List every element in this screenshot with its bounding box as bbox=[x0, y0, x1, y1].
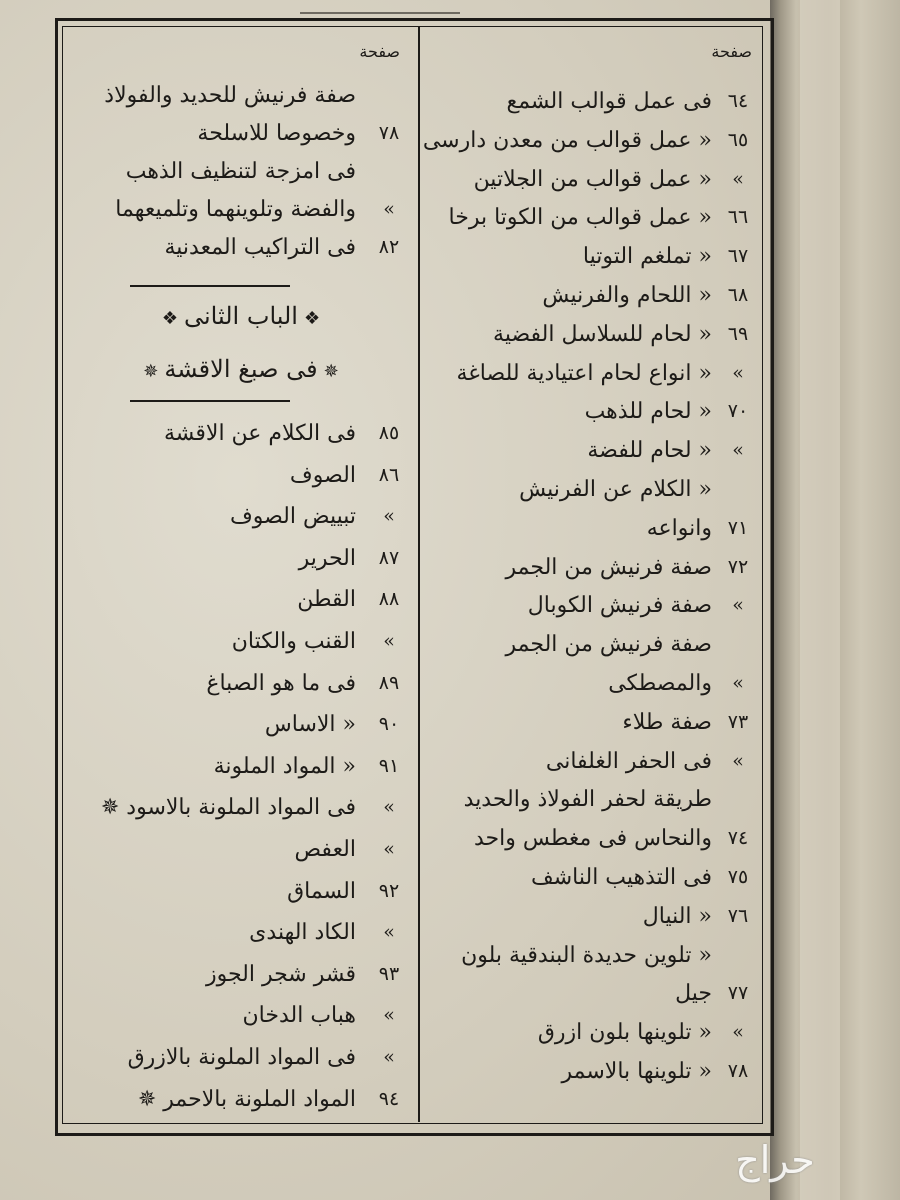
ornament-icon: ❖ bbox=[161, 308, 178, 329]
toc-row bbox=[420, 976, 760, 1010]
page-edge-strip bbox=[800, 0, 840, 1200]
page-number: ٩٣ bbox=[378, 963, 400, 985]
entry-title: « اللحام والفرنيش bbox=[542, 282, 712, 308]
entry-title: فى امزجة لتنظيف الذهب bbox=[125, 158, 356, 184]
entry-title: « الكلام عن الفرنيش bbox=[519, 476, 712, 502]
page-number: ٩٤ bbox=[378, 1088, 400, 1110]
toc-row bbox=[64, 1040, 418, 1074]
toc-row bbox=[64, 541, 418, 575]
toc-row bbox=[420, 433, 760, 467]
toc-row bbox=[64, 192, 418, 226]
toc-row bbox=[420, 162, 760, 196]
page-number: ٦٤ bbox=[727, 90, 749, 112]
page-number: ٧٨ bbox=[727, 1060, 749, 1082]
entry-title: القنب والكتان bbox=[231, 628, 356, 654]
entry-title: والفضة وتلوينهما وتلميعهما bbox=[115, 196, 356, 222]
toc-row bbox=[420, 1015, 760, 1049]
toc-row bbox=[420, 821, 760, 855]
toc-row bbox=[420, 356, 760, 390]
page-number: ٧٤ bbox=[727, 827, 749, 849]
entry-title: « المواد الملونة bbox=[213, 753, 356, 779]
entry-title: « الاساس bbox=[264, 711, 356, 737]
entry-title: فى المواد الملونة بالاسود ✵ bbox=[100, 794, 356, 820]
entry-title: فى التذهيب الناشف bbox=[530, 864, 712, 890]
page-number: ٧٧ bbox=[727, 982, 749, 1004]
page-number: « bbox=[732, 672, 744, 694]
page-number: ٨٩ bbox=[378, 672, 400, 694]
page-number: ٦٥ bbox=[727, 129, 749, 151]
page-number: « bbox=[383, 921, 395, 943]
page-number: ٧٨ bbox=[378, 122, 400, 144]
toc-row bbox=[420, 782, 760, 816]
toc-row bbox=[420, 588, 760, 622]
toc-row bbox=[64, 230, 418, 264]
ornament-icon: ❖ bbox=[303, 308, 321, 329]
entry-title: « عمل قوالب من معدن دارسى bbox=[422, 127, 712, 153]
toc-row bbox=[420, 239, 760, 273]
toc-row bbox=[64, 707, 418, 741]
entry-title: « عمل قوالب من الكوتا برخا bbox=[448, 204, 712, 230]
page-number: « bbox=[732, 1021, 744, 1043]
entry-title: قشر شجر الجوز bbox=[205, 961, 356, 987]
entry-title: « تملغم التوتيا bbox=[582, 243, 712, 269]
toc-row bbox=[420, 627, 760, 661]
right-column-header: صفحة bbox=[711, 42, 752, 61]
page-number: « bbox=[383, 838, 395, 860]
entry-title: « لحام للذهب bbox=[584, 398, 712, 424]
page-number: ٦٦ bbox=[727, 206, 749, 228]
toc-row bbox=[64, 116, 418, 150]
toc-row bbox=[64, 832, 418, 866]
toc-row bbox=[420, 860, 760, 894]
toc-row bbox=[420, 744, 760, 778]
toc-row bbox=[64, 624, 418, 658]
toc-row bbox=[420, 938, 760, 972]
entry-title: هباب الدخان bbox=[242, 1002, 356, 1028]
page-number: « bbox=[383, 198, 395, 220]
page-number: ٧١ bbox=[727, 517, 749, 539]
entry-title: الصوف bbox=[289, 462, 356, 488]
entry-title: وانواعه bbox=[646, 515, 712, 541]
ornament-icon: ✵ bbox=[143, 361, 159, 382]
toc-row bbox=[64, 998, 418, 1032]
entry-title: المواد الملونة بالاحمر ✵ bbox=[137, 1086, 356, 1112]
entry-title: السماق bbox=[287, 878, 356, 904]
page-number: ٩١ bbox=[378, 755, 400, 777]
page-number: ٩٠ bbox=[378, 713, 400, 735]
entry-title: جيل bbox=[675, 980, 712, 1006]
page-number: « bbox=[732, 439, 744, 461]
page-number: ٩٢ bbox=[378, 880, 400, 902]
toc-row bbox=[64, 458, 418, 492]
entry-title: تبييض الصوف bbox=[229, 503, 356, 529]
toc-row bbox=[420, 84, 760, 118]
entry-title: طريقة لحفر الفولاذ والحديد bbox=[463, 786, 712, 812]
toc-row bbox=[420, 472, 760, 506]
entry-title: والمصطكى bbox=[608, 670, 712, 696]
toc-row bbox=[64, 749, 418, 783]
page-number: « bbox=[732, 168, 744, 190]
entry-title: « انواع لحام اعتيادية للصاغة bbox=[456, 360, 712, 386]
toc-row bbox=[64, 416, 418, 450]
entry-title: « تلوينها بالاسمر bbox=[561, 1058, 712, 1084]
toc-row bbox=[64, 874, 418, 908]
page-number: ٦٧ bbox=[727, 245, 749, 267]
toc-row bbox=[64, 78, 418, 112]
page-number: « bbox=[383, 1046, 395, 1068]
ornament-icon: ✵ bbox=[323, 361, 339, 382]
toc-row bbox=[64, 666, 418, 700]
entry-title: « لحام للسلاسل الفضية bbox=[493, 321, 712, 347]
entry-title: فى الكلام عن الاقشة bbox=[163, 420, 356, 446]
entry-title: « النيال bbox=[642, 903, 712, 929]
toc-row bbox=[64, 154, 418, 188]
toc-row bbox=[420, 705, 760, 739]
toc-row bbox=[420, 666, 760, 700]
chapter-subtitle bbox=[64, 355, 418, 383]
watermark-logo: حراج bbox=[735, 1138, 815, 1182]
toc-row bbox=[64, 915, 418, 949]
entry-title: صفة فرنيش من الجمر bbox=[505, 631, 712, 657]
entry-title: فى المواد الملونة بالازرق bbox=[127, 1044, 356, 1070]
chapter-title bbox=[64, 302, 418, 330]
page-number: ٧٥ bbox=[727, 866, 749, 888]
toc-row bbox=[420, 394, 760, 428]
chapter-separator-bottom bbox=[130, 400, 290, 402]
entry-title: الحرير bbox=[298, 545, 356, 571]
page-number: ٧٦ bbox=[727, 905, 749, 927]
chapter-separator-top bbox=[130, 285, 290, 287]
entry-title: العفص bbox=[294, 836, 356, 862]
page-number: « bbox=[383, 1004, 395, 1026]
entry-title: فى ما هو الصباغ bbox=[206, 670, 356, 696]
entry-title: والنحاس فى مغطس واحد bbox=[473, 825, 712, 851]
entry-title: « لحام للفضة bbox=[587, 437, 712, 463]
toc-row bbox=[420, 200, 760, 234]
page-number: « bbox=[732, 750, 744, 772]
toc-row bbox=[420, 1054, 760, 1088]
top-ornament bbox=[300, 0, 460, 14]
toc-row bbox=[420, 317, 760, 351]
page-number: ٨٢ bbox=[378, 236, 400, 258]
toc-row bbox=[420, 123, 760, 157]
page-number: ٦٩ bbox=[727, 323, 749, 345]
page-number: ٨٥ bbox=[378, 422, 400, 444]
toc-row bbox=[64, 790, 418, 824]
left-column-header: صفحة bbox=[359, 42, 400, 61]
chapter-title-text: الباب الثانى bbox=[184, 302, 298, 330]
page-number: « bbox=[732, 594, 744, 616]
entry-title: وخصوصا للاسلحة bbox=[197, 120, 356, 146]
page-number: « bbox=[732, 362, 744, 384]
entry-title: القطن bbox=[297, 586, 356, 612]
toc-row bbox=[420, 550, 760, 584]
page-number: ٨٧ bbox=[378, 547, 400, 569]
entry-title: صفة فرنيش من الجمر bbox=[505, 554, 712, 580]
entry-title: الكاد الهندى bbox=[249, 919, 356, 945]
page-number: « bbox=[383, 505, 395, 527]
entry-title: صفة فرنيش الكوبال bbox=[527, 592, 712, 618]
toc-row bbox=[64, 1082, 418, 1116]
toc-row bbox=[64, 582, 418, 616]
entry-title: « تلوينها بلون ازرق bbox=[537, 1019, 712, 1045]
page-number: ٧٢ bbox=[727, 556, 749, 578]
toc-row bbox=[420, 511, 760, 545]
page-number: ٦٨ bbox=[727, 284, 749, 306]
toc-row bbox=[420, 278, 760, 312]
page-number: « bbox=[383, 630, 395, 652]
chapter-subtitle-text: فى صبغ الاقشة bbox=[164, 355, 318, 383]
entry-title: صفة طلاء bbox=[622, 709, 712, 735]
entry-title: « تلوين حديدة البندقية بلون bbox=[461, 942, 712, 968]
page-number: ٧٠ bbox=[727, 400, 749, 422]
page-number: ٨٨ bbox=[378, 588, 400, 610]
toc-row bbox=[420, 899, 760, 933]
toc-row bbox=[64, 957, 418, 991]
entry-title: فى الحفر الغلفانى bbox=[545, 748, 712, 774]
page-number: ٧٣ bbox=[727, 711, 749, 733]
entry-title: « عمل قوالب من الجلاتين bbox=[473, 166, 712, 192]
entry-title: صفة فرنيش للحديد والفولاذ bbox=[104, 82, 356, 108]
toc-row bbox=[64, 499, 418, 533]
page-number: ٨٦ bbox=[378, 464, 400, 486]
entry-title: فى عمل قوالب الشمع bbox=[506, 88, 712, 114]
page-number: « bbox=[383, 796, 395, 818]
entry-title: فى التراكيب المعدنية bbox=[164, 234, 356, 260]
